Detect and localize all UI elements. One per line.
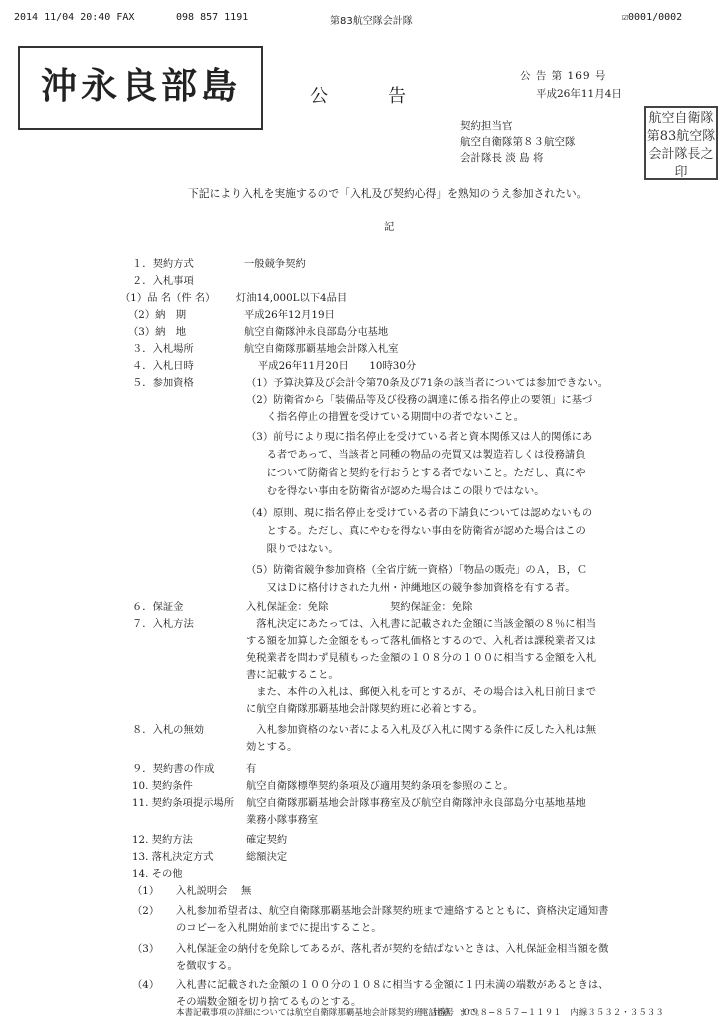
qualification-line: （3）前号により現に指名停止を受けている者と資本関係又は人的関係にあ [246, 431, 593, 443]
qualification-line: （4）原則、現に指名停止を受けている者の下請負については認めないもの [246, 507, 593, 519]
invalid-line: 効とする。 [246, 741, 298, 753]
other-line: 入札保証金の納付を免除してあるが、落札者が契約を結ばないときは、入札保証金相当額を徴 [176, 943, 609, 955]
method-line: 書に記載すること。 [246, 669, 339, 681]
method-line: に航空自衛隊那覇基地会計隊契約班に必着とする。 [246, 703, 483, 715]
issuer-name: 会計隊長 淡 島 将 [460, 152, 544, 164]
method-line: また、本件の入札は、郵便入札を可とするが、その場合は入札日前日まで [246, 686, 597, 698]
qualification-line: く指名停止の措置を受けている期間中の者でないこと。 [246, 411, 525, 423]
other-number: （2） [132, 905, 160, 917]
item-value: 総額決定 [246, 851, 288, 863]
item-label: 11. 契約条項提示場所 [132, 797, 235, 809]
other-line: を徴収する。 [176, 960, 238, 972]
item-label: （1）品 名（件 名） [120, 292, 216, 304]
page-title: 公告 [310, 86, 466, 107]
issuer-unit: 航空自衛隊第８３航空隊 [460, 136, 576, 148]
other-line: その端数金額を切り捨てるものとする。 [176, 996, 362, 1008]
other-number: （1） [132, 885, 160, 897]
other-number: （4） [132, 979, 160, 991]
method-line: 免税業者を問わず見積もった金額の１０８分の１００に相当する金額を入札 [246, 652, 597, 664]
contact-phone: 電話番号 ０９８−８５７−１１９１ 内線３５３２・３５３３ [420, 1008, 664, 1018]
item-value: 一般競争契約 [244, 258, 306, 270]
item-label: （3）納 地 [128, 326, 187, 338]
other-line: 入札説明会 無 [176, 885, 252, 897]
qualification-line: 又はＤに格付けされた九州・沖縄地区の競争参加資格を有する者。 [246, 582, 576, 594]
fax-sender: 第83航空隊会計隊 [330, 16, 413, 27]
other-line: のコピーを入札開始前までに提出すること。 [176, 922, 382, 934]
qualification-line: 限りではない。 [246, 543, 339, 555]
item-value: 航空自衛隊沖永良部島分屯基地 [244, 326, 389, 338]
item-value: 確定契約 [246, 834, 288, 846]
method-label: ７．入札方法 [132, 618, 194, 630]
deposit-contract: 契約保証金：免除 [390, 601, 473, 613]
fax-number: 098 857 1191 [176, 12, 249, 23]
item-value: 平成26年12月19日 [244, 309, 335, 321]
item-label: 14. その他 [132, 868, 183, 880]
other-number: （3） [132, 943, 160, 955]
contact-line: 本書記載事項の詳細については航空自衛隊那覇基地会計隊契約班 比嘉 まで。 [176, 1008, 485, 1018]
invalid-label: ８．入札の無効 [132, 724, 205, 736]
item-value: 灯油14,000L以下4品目 [236, 292, 348, 304]
qualification-line: むを得ない事由を防衛省が認めた場合はこの限りではない。 [246, 485, 545, 497]
item-value: 航空自衛隊標準契約条項及び適用契約条項を参照のこと。 [246, 780, 514, 792]
deposit-bid: 入札保証金：免除 [246, 601, 329, 613]
method-line: する額を加算した金額をもって落札価格とするので、入札者は課税業者又は [246, 635, 596, 647]
item-label: 13. 落札決定方式 [132, 851, 214, 863]
notice-date: 平成26年11月4日 [536, 88, 622, 100]
item-label: ２．入札事項 [132, 275, 194, 287]
location-stamp: 沖永良部島 [40, 66, 241, 107]
official-seal: 航空自衛隊第83航空隊会計隊長之印 [644, 106, 718, 180]
other-line: 入札参加希望者は、航空自衛隊那覇基地会計隊契約班まで連絡するとともに、資格決定通知書 [176, 905, 609, 917]
item-value: 平成26年11月20日 10時30分 [258, 360, 417, 372]
qualification-line: （1）予算決算及び会計令第70条及び71条の該当者については参加できない。 [246, 377, 609, 389]
item-label: 10. 契約条件 [132, 780, 193, 792]
item-label: ９．契約書の作成 [132, 763, 215, 775]
method-line: 落札決定にあたっては、入札書に記載された金額に当該金額の８％に相当 [246, 618, 597, 630]
invalid-line: 入札参加資格のない者による入札及び入札に関する条件に反した入札は無 [246, 724, 597, 736]
qualification-line: について防衛省と契約を行おうとする者でないこと。ただし、真にや [246, 467, 586, 479]
item-label: ４．入札日時 [132, 360, 194, 372]
other-line: 入札書に記載された金額の１００分の１０８に相当する金額に１円未満の端数があるときは、 [176, 979, 609, 991]
item-value: 業務小隊事務室 [246, 814, 319, 826]
qualification-line: とする。ただし、真にやむを得ない事由を防衛省が認めた場合はこの [246, 525, 586, 537]
item-label: ３．入札場所 [132, 343, 194, 355]
item-label: 12. 契約方法 [132, 834, 193, 846]
notice-number: 公 告 第 169 号 [520, 70, 607, 82]
item-value: 有 [246, 763, 257, 775]
ki-heading: 記 [384, 221, 395, 233]
qualification-line: （2）防衛省から「装備品等及び役務の調達に係る指名停止の要領」に基づ [246, 394, 593, 406]
item-value: 航空自衛隊那覇基地会計隊事務室及び航空自衛隊沖永良部島分屯基地基地 [246, 797, 586, 809]
qualification-line: （5）防衛省競争参加資格（全省庁統一資格）「物品の販売」のＡ，Ｂ，Ｃ [246, 564, 588, 576]
qualification-line: る者であって、当該者と同種の物品の売買又は製造若しくは役務請負 [246, 449, 586, 461]
item-label: １．契約方式 [132, 258, 194, 270]
item-label: ５．参加資格 [132, 377, 194, 389]
fax-page: ☑0001/0002 [622, 12, 683, 23]
item-label: （2）納 期 [128, 309, 187, 321]
deposit-label: ６．保証金 [132, 601, 184, 613]
issuer-title: 契約担当官 [460, 120, 513, 132]
fax-datetime: 2014 11/04 20:40 FAX [14, 12, 135, 23]
intro-text: 下記により入札を実施するので「入札及び契約心得」を熟知のうえ参加されたい。 [188, 187, 588, 200]
item-value: 航空自衛隊那覇基地会計隊入札室 [244, 343, 399, 355]
